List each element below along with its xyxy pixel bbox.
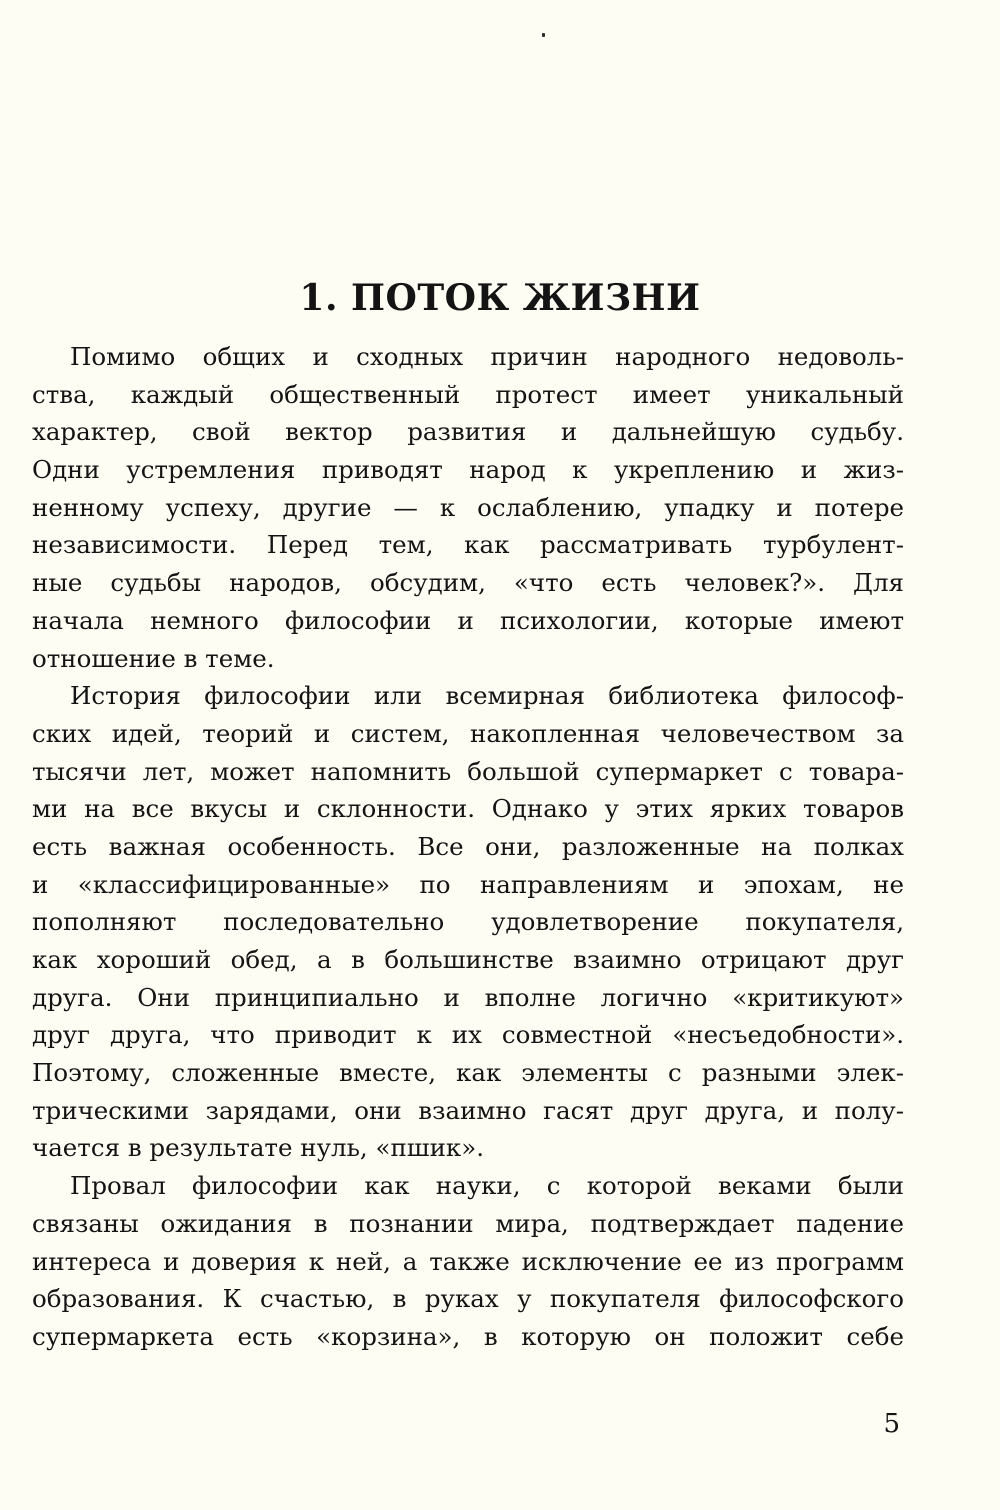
- text-line: пополняют последовательно удовлетворение покупателя,: [32, 907, 904, 937]
- text-line: ства, каждый общественный протест имеет уникальный: [32, 379, 904, 409]
- paragraph-2: [32, 677, 904, 1167]
- text-line: чается в результате нуль, «пшик».: [32, 1133, 485, 1163]
- text-line: Одни устремления приводят народ к укреплению и жиз-: [32, 455, 904, 485]
- paragraph-1: [32, 338, 904, 677]
- text-line: характер, свой вектор развития и дальнейшую судьбу.: [32, 417, 904, 447]
- text-line: отношение в теме.: [32, 643, 275, 673]
- text-line: ми на все вкусы и склонности. Однако у этих ярких товаров: [32, 794, 904, 824]
- text-line: трическими зарядами, они взаимно гасят друг друга, и полу-: [32, 1095, 904, 1125]
- text-line: и «классифицированные» по направлениям и эпохам, не: [32, 869, 904, 899]
- text-line: независимости. Перед тем, как рассматривать турбулент-: [32, 530, 904, 560]
- text-line: есть важная особенность. Все они, разложенные на полках: [32, 831, 904, 861]
- chapter-title: 1. ПОТОК ЖИЗНИ: [299, 277, 701, 319]
- text-line: тысячи лет, может напомнить большой супермаркет с товара-: [32, 756, 904, 786]
- text-line: Поэтому, сложенные вместе, как элементы с разными элек-: [32, 1058, 904, 1088]
- text-line: ные судьбы народов, обсудим, «что есть человек?». Для: [32, 568, 904, 598]
- text-line: друг друга, что приводит к их совместной «несъедобности».: [32, 1020, 904, 1050]
- text-line: интереса и доверия к ней, а также исключение ее из программ: [32, 1246, 904, 1276]
- text-line: Помимо общих и сходных причин народного недоволь-: [70, 342, 904, 371]
- text-line: ненному успеху, другие — к ослаблению, упадку и потере: [32, 492, 904, 522]
- page-number: 5: [883, 1409, 900, 1439]
- print-speck: [542, 33, 545, 37]
- body-text: [32, 338, 904, 1356]
- text-line: ских идей, теорий и систем, накопленная человечеством за: [32, 718, 904, 748]
- text-line: История философии или всемирная библиотека философ-: [70, 681, 904, 711]
- text-line: связаны ожидания в познании мира, подтверждает падение: [32, 1208, 904, 1238]
- text-line: образования. К счастью, в руках у покупателя философского: [32, 1284, 904, 1314]
- text-line: супермаркета есть «корзина», в которую он положит себе: [32, 1321, 904, 1351]
- paragraph-3: [32, 1167, 904, 1355]
- text-line: Провал философии как науки, с которой веками были: [70, 1171, 904, 1201]
- text-line: как хороший обед, а в большинстве взаимно отрицают друг: [32, 945, 904, 974]
- text-line: друга. Они принципиально и вполне логично «критикуют»: [32, 982, 904, 1012]
- text-line: начала немного философии и психологии, которые имеют: [32, 605, 904, 635]
